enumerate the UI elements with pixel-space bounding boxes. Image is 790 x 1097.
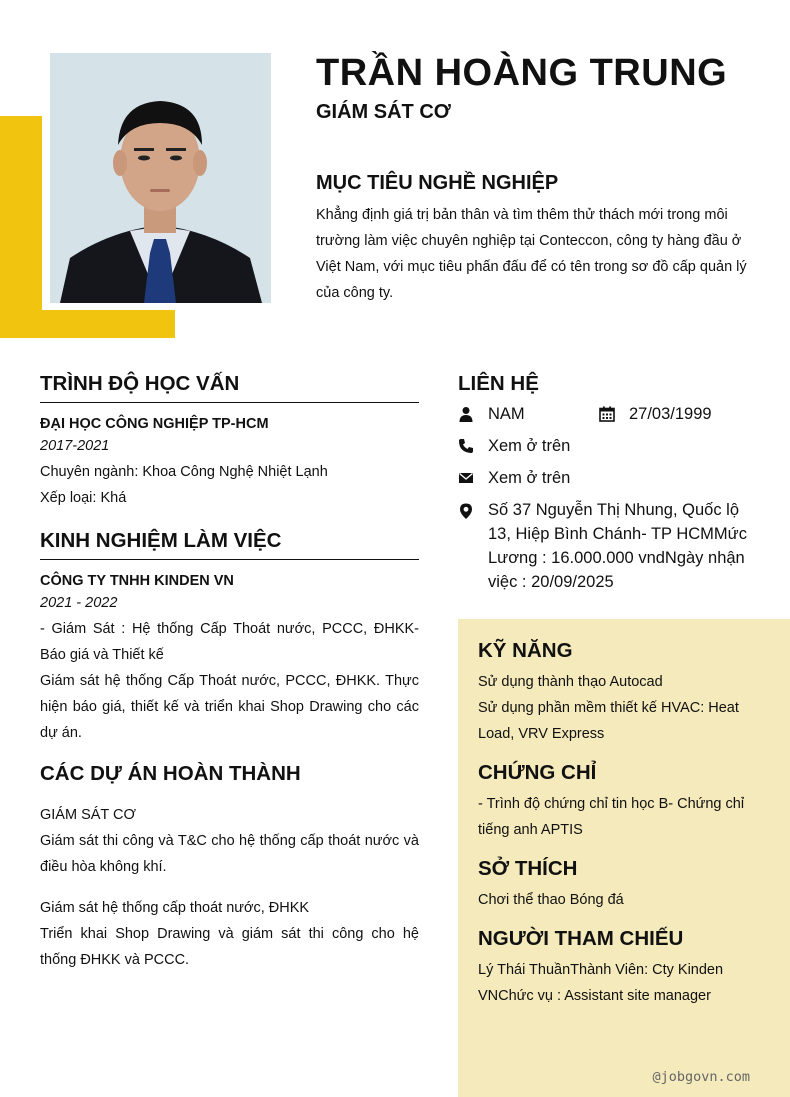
contact-email-row xyxy=(458,466,758,490)
hobbies-text: Chơi thể thao Bóng đá xyxy=(478,892,624,908)
candidate-name: TRẦN HOÀNG TRUNG xyxy=(316,52,728,94)
skill-item: Sử dụng phần mềm thiết kế HVAC: Heat Load, VRV Express xyxy=(478,700,739,742)
watermark: @jobgovn.com xyxy=(652,1069,750,1085)
experience-role: - Giám Sát : Hệ thống Cấp Thoát nước, PCCC, ĐHKK- Báo giá và Thiết kế xyxy=(40,621,419,663)
skills-heading: KỸ NĂNG xyxy=(478,639,573,662)
contact-heading: LIÊN HỆ xyxy=(458,372,539,395)
accent-bar-horizontal xyxy=(0,310,175,338)
divider xyxy=(40,402,419,403)
project-description: Triển khai Shop Drawing và giám sát thi công cho hệ thống ĐHKK và PCCC. xyxy=(40,926,419,968)
project-name: GIÁM SÁT CƠ xyxy=(40,807,136,823)
project-item xyxy=(40,802,419,880)
contact-dob xyxy=(599,402,712,426)
phone-value: Xem ở trên xyxy=(488,437,571,455)
project-item xyxy=(40,895,419,973)
email-value: Xem ở trên xyxy=(488,469,571,487)
references-text: Lý Thái ThuầnThành Viên: Cty Kinden VNChức vụ : Assistant site manager xyxy=(478,962,724,1004)
calendar-icon xyxy=(599,406,615,422)
gender-value: NAM xyxy=(488,405,525,423)
hobbies-section xyxy=(478,857,770,913)
skill-item: Sử dụng thành thạo Autocad xyxy=(478,674,663,690)
objective-text: Khẳng định giá trị bản thân và tìm thêm thử thách mới trong môi trường làm việc chuyên nghiệp tại Conteccon, công ty hàng đầu ở Việt Nam, với mục tiêu phấn đấu để có tên trong sơ đồ cấp quản lý của công ty. xyxy=(316,207,747,301)
hobbies-heading: SỞ THÍCH xyxy=(478,857,578,880)
references-heading: NGƯỜI THAM CHIẾU xyxy=(478,927,684,950)
profile-photo xyxy=(50,53,271,303)
address-value: Số 37 Nguyễn Thị Nhung, Quốc lộ 13, Hiệp Bình Chánh- TP HCMMức Lương : 16.000.000 vndNgày nhận việc : 20/09/2025 xyxy=(488,501,747,591)
references-section xyxy=(478,927,770,1009)
experience-description: Giám sát hệ thống Cấp Thoát nước, PCCC, ĐHKK. Thực hiện báo giá, thiết kế và triển khai Shop Drawing cho các dự án. xyxy=(40,673,419,741)
project-description: Giám sát thi công và T&C cho hệ thống cấp thoát nước và điều hòa không khí. xyxy=(40,833,419,875)
project-name: Giám sát hệ thống cấp thoát nước, ĐHKK xyxy=(40,900,310,916)
education-rank: Xếp loại: Khá xyxy=(40,490,127,506)
accent-bar-vertical xyxy=(0,116,42,338)
skills-section xyxy=(478,639,770,747)
experience-section xyxy=(40,529,419,746)
projects-heading: CÁC DỰ ÁN HOÀN THÀNH xyxy=(40,762,301,785)
school-name: ĐẠI HỌC CÔNG NGHIỆP TP-HCM xyxy=(40,416,269,432)
divider xyxy=(40,559,419,560)
location-pin-icon xyxy=(458,502,474,520)
education-section xyxy=(40,372,419,511)
sidebar-panel xyxy=(458,619,790,1097)
contact-phone-row xyxy=(458,434,758,458)
experience-heading: KINH NGHIỆM LÀM VIỆC xyxy=(40,529,282,552)
education-major: Chuyên ngành: Khoa Công Nghệ Nhiệt Lạnh xyxy=(40,464,328,480)
contact-section xyxy=(458,372,758,602)
dob-value: 27/03/1999 xyxy=(629,405,712,423)
education-period: 2017-2021 xyxy=(40,438,110,454)
email-icon xyxy=(458,470,474,486)
company-name: CÔNG TY TNHH KINDEN VN xyxy=(40,573,234,589)
contact-address-row xyxy=(458,498,758,594)
certificates-heading: CHỨNG CHỈ xyxy=(478,761,597,784)
experience-period: 2021 - 2022 xyxy=(40,595,118,611)
projects-section xyxy=(40,762,419,973)
left-column xyxy=(40,372,419,973)
person-icon xyxy=(458,406,474,422)
objective-heading: MỤC TIÊU NGHỀ NGHIỆP xyxy=(316,172,559,194)
certificates-section xyxy=(478,761,770,843)
phone-icon xyxy=(458,438,474,454)
contact-gender-row xyxy=(458,402,758,426)
job-title: GIÁM SÁT CƠ xyxy=(316,101,451,123)
education-heading: TRÌNH ĐỘ HỌC VẤN xyxy=(40,372,240,395)
certificates-text: - Trình độ chứng chỉ tin học B- Chứng chỉ tiếng anh APTIS xyxy=(478,796,745,838)
